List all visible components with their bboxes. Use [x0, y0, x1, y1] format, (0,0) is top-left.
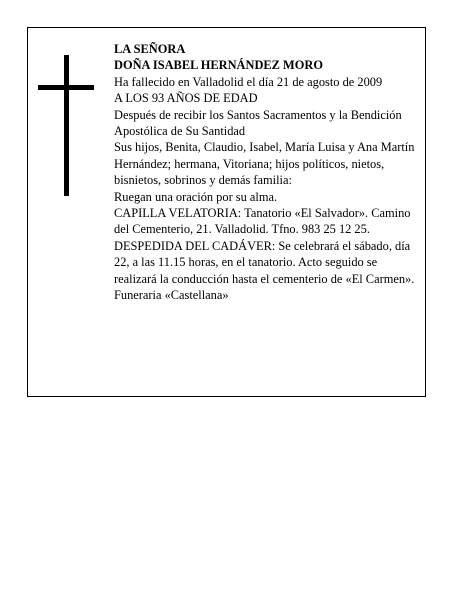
funeral-home: Funeraria «Castellana» — [114, 288, 229, 303]
sacraments-statement: Después de recibir los Santos Sacramentos y la Bendición Apostólica de Su Santidad — [114, 107, 402, 139]
age-statement: A LOS 93 AÑOS DE EDAD — [114, 91, 258, 106]
chapel-info: CAPILLA VELATORIA: Tanatorio «El Salvador». Camino del Cementerio, 21. Valladolid. Tfno. 983 25 12 25. — [114, 206, 411, 237]
family-statement: Sus hijos, Benita, Claudio, Isabel, María Luisa y Ana Martín Hernández; hermana, Vitoriana; hijos políticos, nietos, bisnietos, sobrinos y demás familia: — [114, 140, 415, 188]
obituary-text — [114, 41, 416, 304]
heading-title: LA SEÑORA — [114, 42, 186, 56]
prayer-statement: Ruegan una oración por su alma. — [114, 189, 278, 204]
death-statement: Ha fallecido en Valladolid el día 21 de agosto de 2009 — [114, 74, 383, 89]
farewell-info: DESPEDIDA DEL CADÁVER: Se celebrará el sábado, día 22, a las 11.15 horas, en el tanatorio. Acto seguido se realizará la conducción hasta el cementerio de «El Carmen». — [114, 238, 415, 286]
cross-icon-bar — [38, 85, 94, 90]
deceased-name: DOÑA ISABEL HERNÁNDEZ MORO — [114, 58, 323, 73]
cross-icon — [64, 55, 69, 196]
